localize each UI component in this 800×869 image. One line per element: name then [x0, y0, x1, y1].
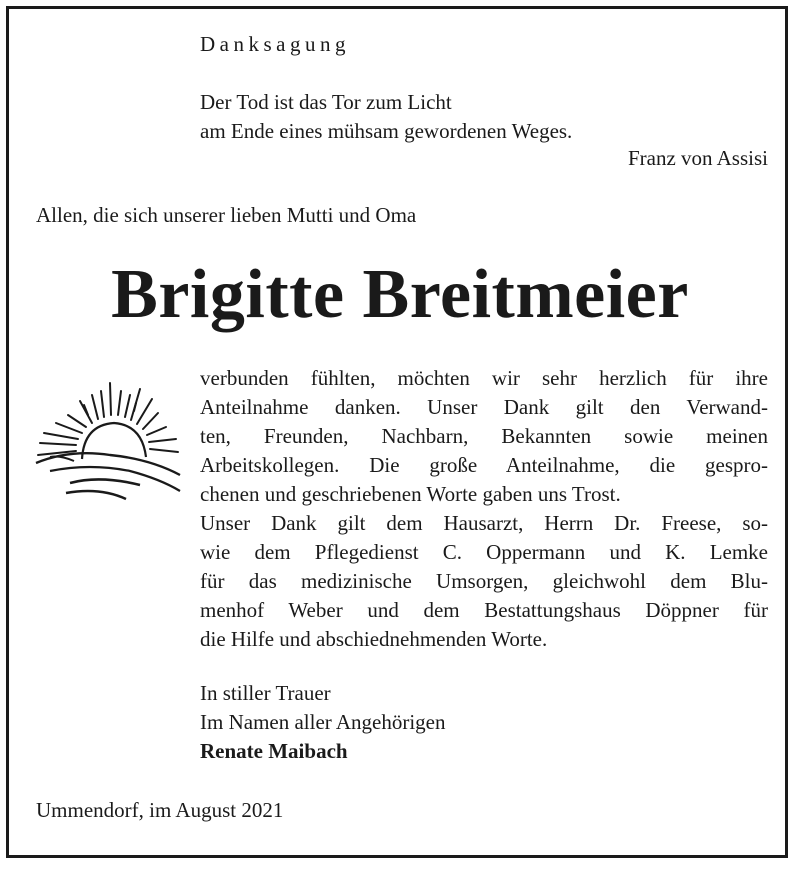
signoff-line: In stiller Trauer: [200, 681, 331, 705]
thanks-line: die Hilfe und abschiednehmenden Worte.: [200, 627, 548, 651]
sunrise-over-hills-icon: [30, 375, 190, 510]
thanks-line: wie dem Pflegedienst C. Oppermann und K. Lemke: [200, 540, 768, 564]
deceased-name: Brigitte Breitmeier: [111, 256, 689, 333]
signer-name: Renate Maibach: [200, 739, 348, 763]
quote-line: am Ende eines mühsam gewordenen Weges.: [200, 119, 573, 143]
thanks-line: Arbeitskollegen. Die große Anteilnahme, die gespro-: [200, 453, 768, 477]
thanks-line: Anteilnahme danken. Unser Dank gilt den Verwand-: [200, 395, 768, 419]
quote-author: Franz von Assisi: [627, 146, 768, 170]
thanks-line: für das medizinische Umsorgen, gleichwohl dem Blu-: [200, 569, 768, 593]
signoff: [200, 679, 446, 766]
notice-heading: Danksagung: [200, 32, 350, 56]
intro-text: Allen, die sich unserer lieben Mutti und Oma: [36, 203, 417, 227]
signoff-line: Im Namen aller Angehörigen: [200, 710, 446, 734]
thanks-line: verbunden fühlten, möchten wir sehr herzlich für ihre: [200, 366, 768, 390]
thanks-line: Unser Dank gilt dem Hausarzt, Herrn Dr. Freese, so-: [200, 511, 768, 535]
thanks-line: menhof Weber und dem Bestattungshaus Döppner für: [200, 598, 768, 622]
quote-line: Der Tod ist das Tor zum Licht: [200, 90, 452, 114]
thanks-line: ten, Freunden, Nachbarn, Bekannten sowie meinen: [200, 424, 768, 448]
thanks-line: chenen und geschriebenen Worte gaben uns Trost.: [200, 482, 621, 506]
quote: [200, 88, 572, 146]
place-date: Ummendorf, im August 2021: [36, 798, 284, 822]
thanks-paragraph: [200, 364, 768, 654]
